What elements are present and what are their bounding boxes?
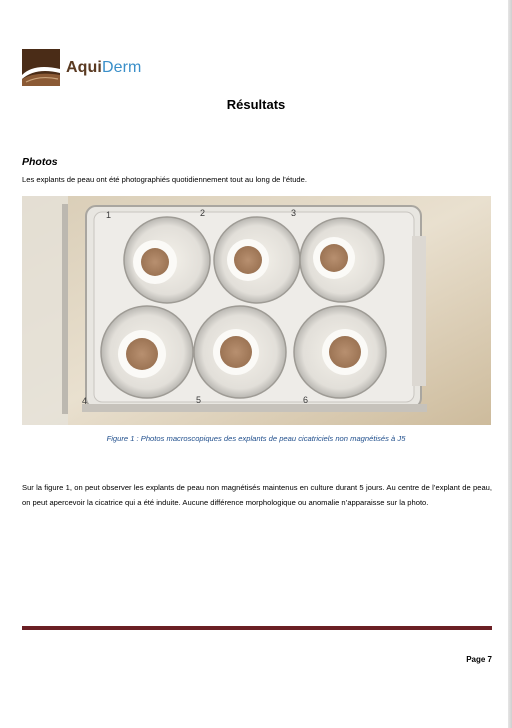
well-label-5: 5 <box>196 395 202 405</box>
logo-text-derm: Derm <box>101 59 142 76</box>
logo-mark-icon <box>22 49 60 86</box>
intro-text: Les explants de peau ont été photographiés quotidiennement tout au long de l’étude. <box>22 175 307 184</box>
body-paragraph: Sur la figure 1, on peut observer les explants de peau non magnétisés maintenus en culture durant 5 jours. Au centre de l’explant de peau, on peut apercevoir la cicatrice qui a été induite. Aucune différence morphologique ou anomalie n’apparaisse sur la photo. <box>22 483 492 507</box>
well-label-6: 6 <box>303 395 309 405</box>
page-title: Résultats <box>226 97 286 112</box>
well-label-1: 1 <box>106 210 112 220</box>
well-5 <box>194 306 286 398</box>
well-3 <box>300 218 384 302</box>
figure-caption: Figure 1 : Photos macroscopiques des explants de peau cicatriciels non magnétisés à J5 <box>106 434 406 443</box>
well-label-4: 4 <box>82 396 88 406</box>
aquiderm-logo <box>22 49 172 87</box>
well-plate-photo <box>22 196 491 425</box>
well-4 <box>101 306 193 398</box>
page-number: Page 7 <box>466 655 492 664</box>
well-6 <box>294 306 386 398</box>
logo-text-aqui: Aqui <box>66 59 102 76</box>
footer-rule <box>22 626 492 630</box>
well-label-2: 2 <box>200 208 206 218</box>
section-heading: Photos <box>22 156 58 168</box>
well-label-3: 3 <box>291 208 297 218</box>
well-2 <box>214 217 300 303</box>
well-1 <box>124 217 210 303</box>
logo-wordmark <box>66 59 141 77</box>
